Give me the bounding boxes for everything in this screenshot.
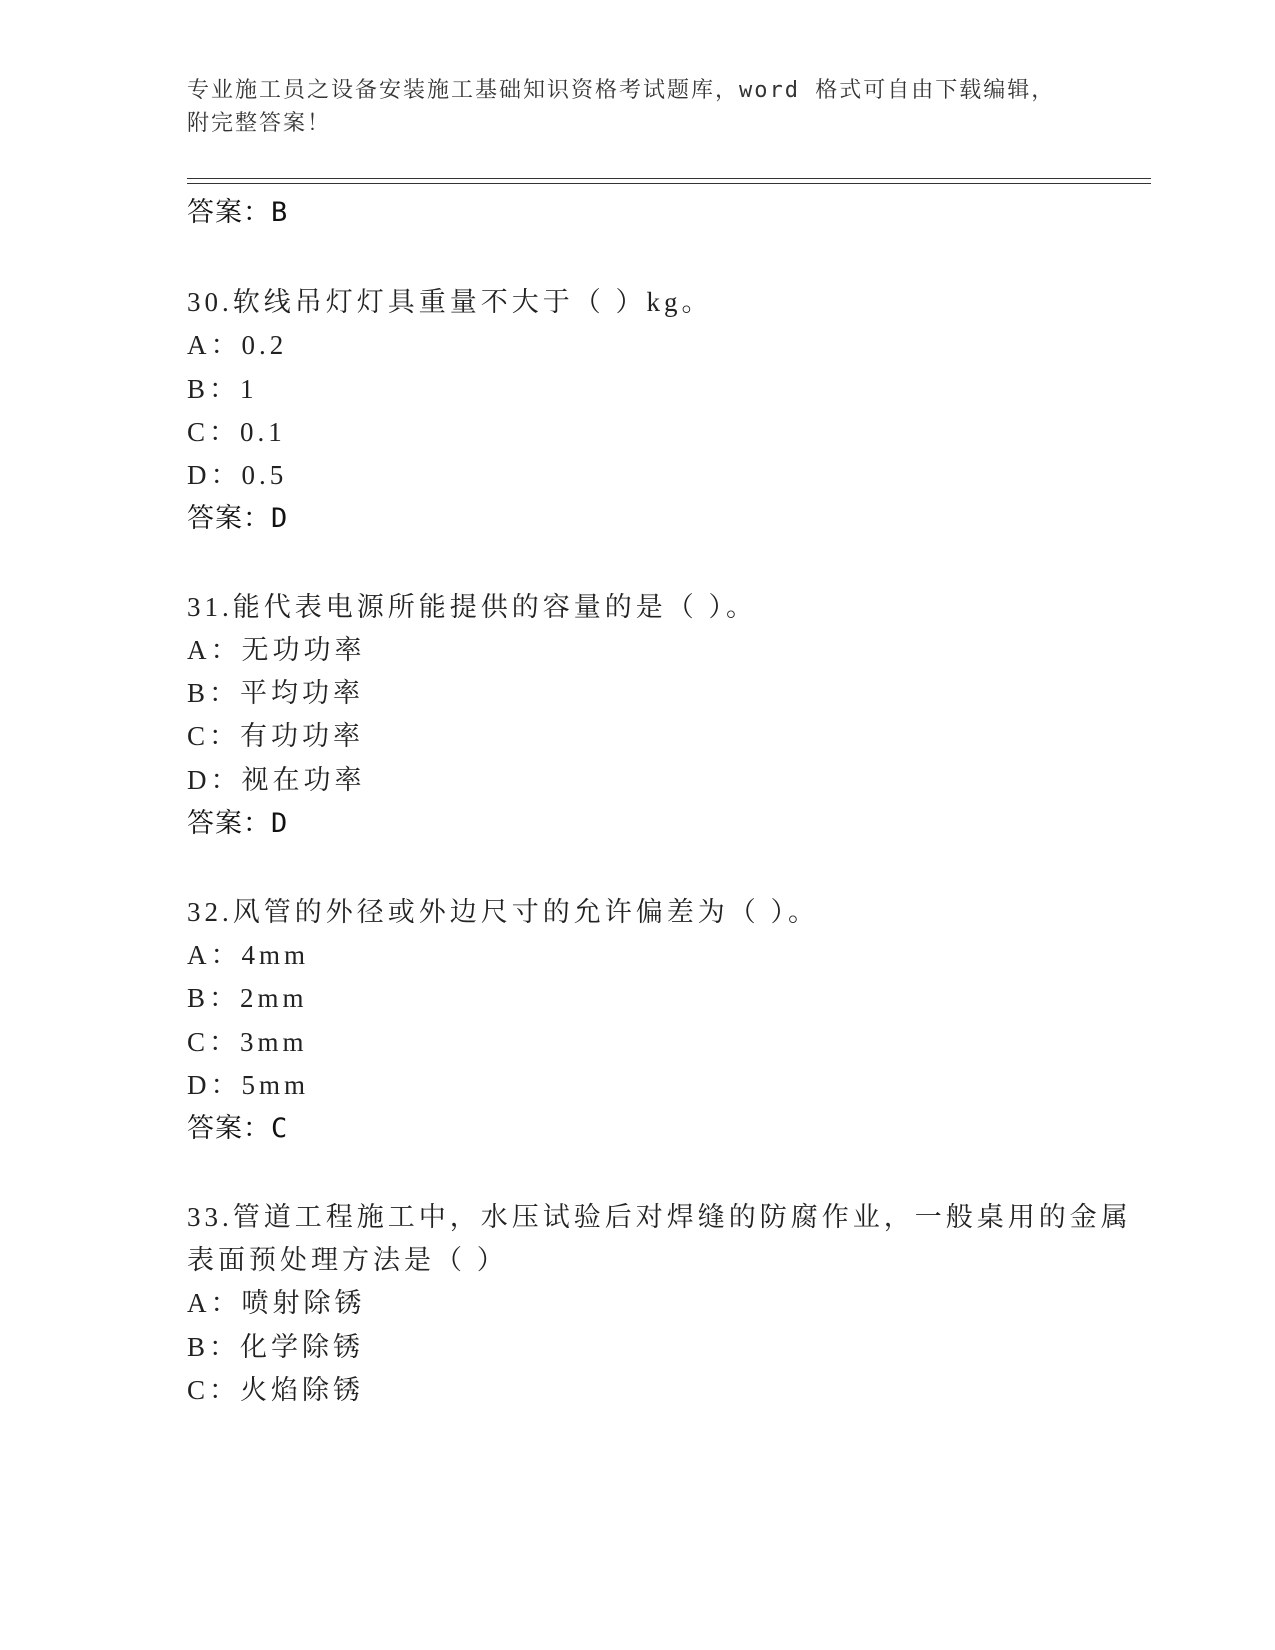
question-32-option-d: D：5mm (187, 1070, 310, 1100)
question-33-option-b: B：化学除锈 (187, 1332, 365, 1362)
question-30-option-c: C：0.1 (187, 417, 286, 447)
header-line-2: 附完整答案！ (187, 111, 332, 136)
question-32-stem: 32.风管的外径或外边尺寸的允许偏差为（ ）。 (187, 897, 819, 927)
question-33-option-c: C：火焰除锈 (187, 1375, 365, 1405)
question-32-option-b: B：2mm (187, 983, 308, 1013)
question-31-stem: 31.能代表电源所能提供的容量的是（ ）。 (187, 592, 757, 622)
question-31-option-c: C：有功功率 (187, 721, 365, 751)
header-divider-bottom (187, 183, 1151, 184)
question-31-option-b: B：平均功率 (187, 678, 365, 708)
question-30-stem: 30.软线吊灯灯具重量不大于（ ）kg。 (187, 287, 713, 317)
document-header (187, 74, 1087, 140)
question-33-option-a: A：喷射除锈 (187, 1288, 366, 1318)
question-33-stem-line-1: 33.管道工程施工中，水压试验后对焊缝的防腐作业，一般桌用的金属 (187, 1202, 1132, 1232)
question-32-answer: 答案：C (187, 1113, 289, 1144)
question-33-stem-line-2: 表面预处理方法是（ ） (187, 1245, 508, 1275)
question-32-option-c: C：3mm (187, 1027, 308, 1057)
header-divider-top (187, 178, 1151, 179)
question-31-option-a: A：无功功率 (187, 635, 366, 665)
question-30-option-a: A：0.2 (187, 330, 288, 360)
question-30-option-d: D：0.5 (187, 460, 288, 490)
question-31-option-d: D：视在功率 (187, 765, 366, 795)
answer-previous: 答案：B (187, 197, 289, 228)
question-32-option-a: A：4mm (187, 940, 310, 970)
header-line-1: 专业施工员之设备安装施工基础知识资格考试题库，word 格式可自由下载编辑， (187, 78, 1056, 103)
question-30-option-b: B：1 (187, 374, 258, 404)
question-31-answer: 答案：D (187, 808, 289, 839)
question-30-answer: 答案：D (187, 503, 289, 534)
